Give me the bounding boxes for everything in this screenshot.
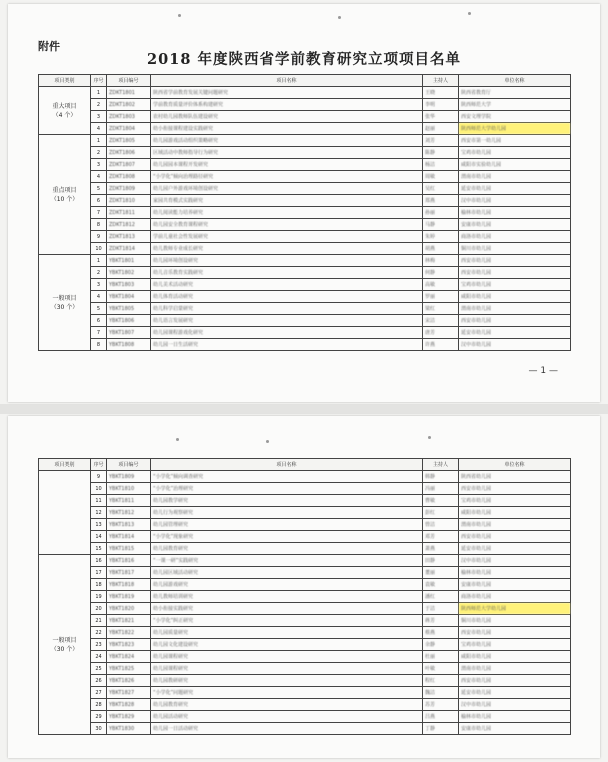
table-row [39, 183, 571, 195]
project-code-cell: ZDKT1807 [107, 159, 151, 171]
table-row [39, 699, 571, 711]
project-code-cell: YBKT1817 [107, 567, 151, 579]
table-row [39, 171, 571, 183]
serial-cell: 2 [91, 267, 107, 279]
unit-cell: 铜川市幼儿园 [459, 615, 571, 627]
table-row [39, 471, 571, 483]
host-cell: 李明 [423, 99, 459, 111]
unit-cell: 宝鸡市幼儿园 [459, 639, 571, 651]
serial-cell: 23 [91, 639, 107, 651]
serial-cell: 13 [91, 519, 107, 531]
unit-cell: 榆林市幼儿园 [459, 207, 571, 219]
project-name-cell: 幼儿教师专业成长研究 [151, 243, 423, 255]
table-row [39, 483, 571, 495]
project-code-cell: ZDKT1803 [107, 111, 151, 123]
unit-cell: 汉中市幼儿园 [459, 555, 571, 567]
unit-cell: 西安文理学院 [459, 111, 571, 123]
column-header: 序号 [91, 459, 107, 471]
serial-cell: 3 [91, 159, 107, 171]
table-row [39, 651, 571, 663]
serial-cell: 12 [91, 507, 107, 519]
table-row [39, 507, 571, 519]
host-cell: 邓芳 [423, 531, 459, 543]
unit-cell: 汉中市幼儿园 [459, 339, 571, 351]
project-name-cell: 幼儿科学启蒙研究 [151, 303, 423, 315]
serial-cell: 18 [91, 579, 107, 591]
unit-cell: 咸阳市幼儿园 [459, 651, 571, 663]
project-code-cell: YBKT1820 [107, 603, 151, 615]
project-code-cell: YBKT1813 [107, 519, 151, 531]
serial-cell: 30 [91, 723, 107, 735]
table-row [39, 255, 571, 267]
document-page-1 [8, 4, 600, 402]
category-cell: 重大项目 （4 个） [39, 87, 91, 135]
project-name-cell: 幼儿体育活动研究 [151, 291, 423, 303]
project-name-cell: 幼儿园一日生活研究 [151, 339, 423, 351]
project-name-cell: 幼儿行为观察研究 [151, 507, 423, 519]
host-cell: 潘红 [423, 591, 459, 603]
project-code-cell: ZDKT1806 [107, 147, 151, 159]
table-row [39, 243, 571, 255]
scan-speck [266, 440, 269, 443]
project-name-cell: 幼儿音乐教育实践研究 [151, 267, 423, 279]
project-code-cell: ZDKT1814 [107, 243, 151, 255]
table-row [39, 303, 571, 315]
unit-cell: 汉中市幼儿园 [459, 699, 571, 711]
host-cell: 刘芳 [423, 135, 459, 147]
project-code-cell: ZDKT1804 [107, 123, 151, 135]
serial-cell: 26 [91, 675, 107, 687]
attachment-label: 附件 [38, 40, 60, 53]
project-name-cell: 幼儿阅读能力培养研究 [151, 207, 423, 219]
column-header: 项目编号 [107, 75, 151, 87]
project-name-cell: 幼儿园游戏研究 [151, 579, 423, 591]
scan-speck [428, 436, 431, 439]
project-name-cell: 幼儿园教学研究 [151, 495, 423, 507]
project-name-cell: 幼儿园安全教育课程研究 [151, 219, 423, 231]
scan-speck [176, 438, 179, 441]
column-header: 项目名称 [151, 459, 423, 471]
project-name-cell: “小学化”现象研究 [151, 531, 423, 543]
project-name-cell: 家园共育模式实践研究 [151, 195, 423, 207]
unit-cell: 商洛市幼儿园 [459, 591, 571, 603]
serial-cell: 22 [91, 627, 107, 639]
project-name-cell: 幼儿园质量研究 [151, 627, 423, 639]
host-cell: 郑燕 [423, 195, 459, 207]
unit-cell: 延安市幼儿园 [459, 687, 571, 699]
project-name-cell: 幼儿园园本课程开发研究 [151, 159, 423, 171]
unit-cell: 陕西师范大学幼儿园 [459, 123, 571, 135]
project-code-cell: YBKT1823 [107, 639, 151, 651]
host-cell: 余静 [423, 639, 459, 651]
host-cell: 何静 [423, 267, 459, 279]
unit-cell: 宝鸡市幼儿园 [459, 279, 571, 291]
table-row [39, 675, 571, 687]
project-name-cell: 陕西省学前教育发展关键问题研究 [151, 87, 423, 99]
host-cell: 许燕 [423, 339, 459, 351]
serial-cell: 2 [91, 147, 107, 159]
project-name-cell: 幼小衔接实践研究 [151, 603, 423, 615]
unit-cell: 西安市幼儿园 [459, 315, 571, 327]
unit-cell: 榆林市幼儿园 [459, 567, 571, 579]
table-row [39, 339, 571, 351]
unit-cell: 陕西师范大学 [459, 99, 571, 111]
table-row [39, 555, 571, 567]
column-header: 单位名称 [459, 459, 571, 471]
project-code-cell: ZDKT1810 [107, 195, 151, 207]
unit-cell: 宝鸡市幼儿园 [459, 147, 571, 159]
host-cell: 王晓 [423, 87, 459, 99]
host-cell: 程红 [423, 675, 459, 687]
project-name-cell: 幼儿园环境创设研究 [151, 255, 423, 267]
table-row [39, 639, 571, 651]
table-header-row [39, 459, 571, 471]
project-name-cell: 幼儿园活动研究 [151, 711, 423, 723]
unit-cell: 西安市幼儿园 [459, 627, 571, 639]
unit-cell: 商洛市幼儿园 [459, 231, 571, 243]
project-name-cell: 农村幼儿园教师队伍建设研究 [151, 111, 423, 123]
serial-cell: 10 [91, 243, 107, 255]
serial-cell: 10 [91, 483, 107, 495]
host-cell: 杜丽 [423, 651, 459, 663]
project-code-cell: ZDKT1811 [107, 207, 151, 219]
host-cell: 罗丽 [423, 291, 459, 303]
host-cell: 苏芳 [423, 699, 459, 711]
project-table-page-2 [38, 458, 571, 735]
serial-cell: 7 [91, 327, 107, 339]
serial-cell: 5 [91, 303, 107, 315]
serial-cell: 1 [91, 255, 107, 267]
project-code-cell: YBKT1821 [107, 615, 151, 627]
project-code-cell: YBKT1819 [107, 591, 151, 603]
unit-cell: 渭南市幼儿园 [459, 663, 571, 675]
table-row [39, 207, 571, 219]
project-name-cell: 幼儿园课程游戏化研究 [151, 327, 423, 339]
table-row [39, 267, 571, 279]
project-name-cell: 幼儿园管理研究 [151, 519, 423, 531]
table-row [39, 519, 571, 531]
serial-cell: 3 [91, 111, 107, 123]
project-name-cell: 幼儿美术活动研究 [151, 279, 423, 291]
project-code-cell: YBKT1815 [107, 543, 151, 555]
unit-cell: 西安市幼儿园 [459, 531, 571, 543]
project-name-cell: 幼儿园游戏活动组织策略研究 [151, 135, 423, 147]
project-name-cell: “小学化”倾向治理路径研究 [151, 171, 423, 183]
unit-cell: 渭南市幼儿园 [459, 171, 571, 183]
host-cell: 孙丽 [423, 207, 459, 219]
host-cell: 曹敏 [423, 495, 459, 507]
project-code-cell: YBKT1818 [107, 579, 151, 591]
unit-cell: 咸阳市幼儿园 [459, 507, 571, 519]
project-name-cell: 学前教育质量评价体系构建研究 [151, 99, 423, 111]
project-name-cell: 幼儿教师培训研究 [151, 591, 423, 603]
project-name-cell: 幼儿园一日活动研究 [151, 723, 423, 735]
serial-cell: 1 [91, 135, 107, 147]
project-code-cell: YBKT1824 [107, 651, 151, 663]
table-row [39, 219, 571, 231]
serial-cell: 4 [91, 171, 107, 183]
serial-cell: 7 [91, 207, 107, 219]
table-row [39, 123, 571, 135]
scan-speck [178, 14, 181, 17]
project-table-page-1 [38, 74, 571, 351]
project-code-cell: ZDKT1813 [107, 231, 151, 243]
project-code-cell: YBKT1828 [107, 699, 151, 711]
table-row [39, 627, 571, 639]
host-cell: 魏洁 [423, 687, 459, 699]
project-name-cell: 幼儿园文化建设研究 [151, 639, 423, 651]
project-code-cell: YBKT1812 [107, 507, 151, 519]
project-code-cell: YBKT1830 [107, 723, 151, 735]
project-name-cell: 学前儿童社会性发展研究 [151, 231, 423, 243]
host-cell: 曾洁 [423, 519, 459, 531]
column-header: 主持人 [423, 75, 459, 87]
host-cell: 赵丽 [423, 123, 459, 135]
host-cell: 吴红 [423, 183, 459, 195]
project-code-cell: YBKT1825 [107, 663, 151, 675]
table-row [39, 99, 571, 111]
table-row [39, 603, 571, 615]
host-cell: 高敏 [423, 279, 459, 291]
table-row [39, 111, 571, 123]
table-row [39, 615, 571, 627]
host-cell: 袁敏 [423, 579, 459, 591]
category-cell: 重点项目 （10 个） [39, 135, 91, 255]
unit-cell: 西安市幼儿园 [459, 675, 571, 687]
scan-speck [468, 12, 471, 15]
host-cell: 丁静 [423, 723, 459, 735]
table-row [39, 279, 571, 291]
table-row [39, 231, 571, 243]
project-code-cell: YBKT1814 [107, 531, 151, 543]
serial-cell: 8 [91, 219, 107, 231]
project-name-cell: “小学化”问题研究 [151, 687, 423, 699]
unit-cell: 安康市幼儿园 [459, 723, 571, 735]
host-cell: 田静 [423, 555, 459, 567]
table-row [39, 711, 571, 723]
column-header: 项目类别 [39, 459, 91, 471]
unit-cell: 咸阳市实验幼儿园 [459, 159, 571, 171]
host-cell: 蒋芳 [423, 615, 459, 627]
unit-cell: 榆林市幼儿园 [459, 711, 571, 723]
unit-cell: 西安市幼儿园 [459, 255, 571, 267]
unit-cell: 陕西省教育厅 [459, 87, 571, 99]
serial-cell: 15 [91, 543, 107, 555]
project-code-cell: YBKT1808 [107, 339, 151, 351]
project-name-cell: “小学化”倾向调查研究 [151, 471, 423, 483]
column-header: 单位名称 [459, 75, 571, 87]
serial-cell: 19 [91, 591, 107, 603]
serial-cell: 9 [91, 231, 107, 243]
host-cell: 蔡燕 [423, 627, 459, 639]
project-name-cell: 幼儿园课程研究 [151, 663, 423, 675]
serial-cell: 5 [91, 183, 107, 195]
category-cell: 一般项目 （30 个） [39, 555, 91, 735]
serial-cell: 25 [91, 663, 107, 675]
serial-cell: 20 [91, 603, 107, 615]
unit-cell: 宝鸡市幼儿园 [459, 495, 571, 507]
serial-cell: 27 [91, 687, 107, 699]
project-name-cell: 区域活动中教师指导行为研究 [151, 147, 423, 159]
serial-cell: 29 [91, 711, 107, 723]
project-code-cell: ZDKT1808 [107, 171, 151, 183]
serial-cell: 4 [91, 123, 107, 135]
table-row [39, 663, 571, 675]
table-row [39, 531, 571, 543]
column-header: 主持人 [423, 459, 459, 471]
project-code-cell: YBKT1809 [107, 471, 151, 483]
table-row [39, 687, 571, 699]
serial-cell: 28 [91, 699, 107, 711]
serial-cell: 2 [91, 99, 107, 111]
host-cell: 吕燕 [423, 711, 459, 723]
project-code-cell: YBKT1829 [107, 711, 151, 723]
project-code-cell: YBKT1804 [107, 291, 151, 303]
table-row [39, 291, 571, 303]
host-cell: 林梅 [423, 255, 459, 267]
host-cell: 萧燕 [423, 543, 459, 555]
serial-cell: 24 [91, 651, 107, 663]
unit-cell: 渭南市幼儿园 [459, 303, 571, 315]
page-title: 2018 年度陕西省学前教育研究立项项目名单 [147, 51, 461, 68]
serial-cell: 21 [91, 615, 107, 627]
column-header: 项目编号 [107, 459, 151, 471]
project-name-cell: 幼儿园教育研究 [151, 699, 423, 711]
unit-cell: 陕西师范大学幼儿园 [459, 603, 571, 615]
host-cell: 唐芳 [423, 327, 459, 339]
project-code-cell: YBKT1801 [107, 255, 151, 267]
scan-speck [338, 16, 341, 19]
project-code-cell: YBKT1816 [107, 555, 151, 567]
table-row [39, 723, 571, 735]
project-name-cell: 幼儿园户外游戏环境创设研究 [151, 183, 423, 195]
table-row [39, 159, 571, 171]
table-row [39, 543, 571, 555]
serial-cell: 8 [91, 339, 107, 351]
category-cell [39, 471, 91, 555]
project-code-cell: YBKT1810 [107, 483, 151, 495]
host-cell: 朱婷 [423, 231, 459, 243]
project-name-cell: 幼儿语言发展研究 [151, 315, 423, 327]
project-name-cell: 幼儿园教育研究 [151, 543, 423, 555]
column-header: 项目类别 [39, 75, 91, 87]
table-row [39, 495, 571, 507]
host-cell: 马静 [423, 219, 459, 231]
unit-cell: 铜川市幼儿园 [459, 243, 571, 255]
serial-cell: 9 [91, 471, 107, 483]
document-page-2 [8, 416, 600, 758]
unit-cell: 安康市幼儿园 [459, 579, 571, 591]
host-cell: 叶敏 [423, 663, 459, 675]
table-row [39, 327, 571, 339]
table-row [39, 567, 571, 579]
host-cell: 陈静 [423, 147, 459, 159]
host-cell: 周敏 [423, 171, 459, 183]
unit-cell: 咸阳市幼儿园 [459, 291, 571, 303]
table-row [39, 591, 571, 603]
project-code-cell: ZDKT1802 [107, 99, 151, 111]
unit-cell: 延安市幼儿园 [459, 543, 571, 555]
unit-cell: 西安市幼儿园 [459, 483, 571, 495]
serial-cell: 14 [91, 531, 107, 543]
serial-cell: 3 [91, 279, 107, 291]
table-row [39, 147, 571, 159]
category-cell: 一般项目 （30 个） [39, 255, 91, 351]
project-code-cell: YBKT1827 [107, 687, 151, 699]
serial-cell: 1 [91, 87, 107, 99]
host-cell: 杨洁 [423, 159, 459, 171]
unit-cell: 陕西省幼儿园 [459, 471, 571, 483]
project-code-cell: YBKT1806 [107, 315, 151, 327]
serial-cell: 4 [91, 291, 107, 303]
host-cell: 胡燕 [423, 243, 459, 255]
project-code-cell: ZDKT1809 [107, 183, 151, 195]
project-code-cell: YBKT1826 [107, 675, 151, 687]
unit-cell: 西安市第一幼儿园 [459, 135, 571, 147]
host-cell: 冯丽 [423, 483, 459, 495]
host-cell: 宋洁 [423, 315, 459, 327]
project-code-cell: YBKT1805 [107, 303, 151, 315]
host-cell: 梁红 [423, 303, 459, 315]
serial-cell: 11 [91, 495, 107, 507]
host-cell: 张华 [423, 111, 459, 123]
serial-cell: 17 [91, 567, 107, 579]
column-header: 项目名称 [151, 75, 423, 87]
project-code-cell: YBKT1807 [107, 327, 151, 339]
project-code-cell: ZDKT1812 [107, 219, 151, 231]
project-name-cell: “小学化”治理研究 [151, 483, 423, 495]
column-header: 序号 [91, 75, 107, 87]
page-gap [0, 404, 608, 414]
unit-cell: 西安市幼儿园 [459, 267, 571, 279]
table-row [39, 315, 571, 327]
table-row [39, 87, 571, 99]
project-code-cell: ZDKT1801 [107, 87, 151, 99]
project-name-cell: 幼小衔接课程建设实践研究 [151, 123, 423, 135]
project-code-cell: YBKT1803 [107, 279, 151, 291]
table-row [39, 135, 571, 147]
project-name-cell: “一课一研”实践研究 [151, 555, 423, 567]
project-code-cell: YBKT1811 [107, 495, 151, 507]
project-code-cell: ZDKT1805 [107, 135, 151, 147]
host-cell: 彭红 [423, 507, 459, 519]
project-code-cell: YBKT1802 [107, 267, 151, 279]
project-name-cell: 幼儿园区域活动研究 [151, 567, 423, 579]
serial-cell: 16 [91, 555, 107, 567]
project-name-cell: 幼儿园课程研究 [151, 651, 423, 663]
table-header-row [39, 75, 571, 87]
project-code-cell: YBKT1822 [107, 627, 151, 639]
project-name-cell: “小学化”纠正研究 [151, 615, 423, 627]
host-cell: 韩静 [423, 471, 459, 483]
table-row [39, 579, 571, 591]
host-cell: 于洁 [423, 603, 459, 615]
unit-cell: 延安市幼儿园 [459, 327, 571, 339]
serial-cell: 6 [91, 195, 107, 207]
unit-cell: 汉中市幼儿园 [459, 195, 571, 207]
unit-cell: 安康市幼儿园 [459, 219, 571, 231]
page-number: — 1 — [528, 366, 558, 376]
unit-cell: 延安市幼儿园 [459, 183, 571, 195]
unit-cell: 渭南市幼儿园 [459, 519, 571, 531]
serial-cell: 6 [91, 315, 107, 327]
table-row [39, 195, 571, 207]
host-cell: 董丽 [423, 567, 459, 579]
project-name-cell: 幼儿园教研研究 [151, 675, 423, 687]
